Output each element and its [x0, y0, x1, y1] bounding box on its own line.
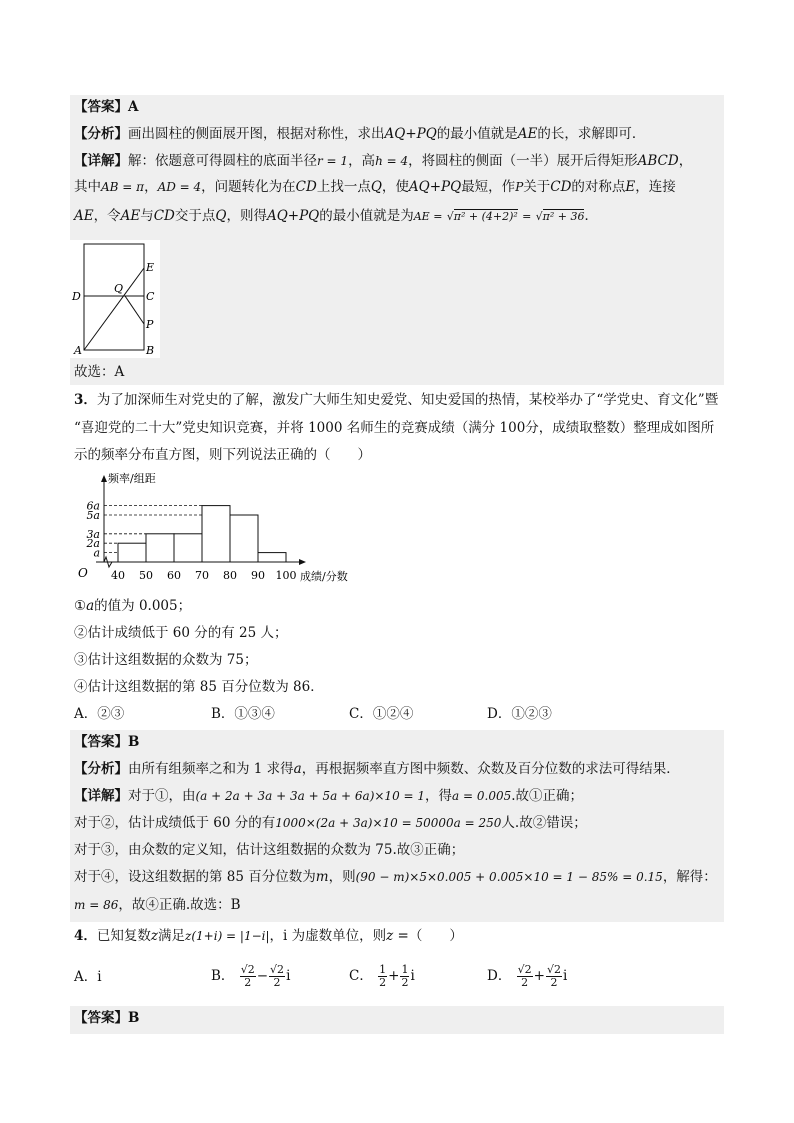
- detail-text: 对于④，设这组数据的第 85 百分位数为: [74, 869, 316, 885]
- denominator: 2: [273, 976, 281, 989]
- math-expr: AB = π: [101, 180, 145, 194]
- q3-detail-line4: [74, 867, 717, 887]
- statement-text: 估计这组数据的众数为 75；: [87, 652, 258, 668]
- x-tick-label: 40: [111, 569, 125, 582]
- numerator: 1: [379, 963, 387, 976]
- detail-text: ，: [678, 153, 693, 169]
- math-expr: 1000×(2a + 3a)×10 = 50000a = 250: [275, 816, 502, 830]
- math-expr: =: [522, 210, 532, 223]
- statement-mark: ④: [74, 679, 88, 695]
- y-tick-label: 5a: [86, 509, 100, 522]
- denominator: 2: [550, 976, 558, 989]
- histogram-bar: [118, 543, 146, 562]
- cylinder-unfold-figure: [70, 240, 160, 358]
- y-tick-label: a: [93, 546, 100, 560]
- detail-text: ，则得: [226, 208, 267, 224]
- analysis-label: 【分析】: [74, 126, 128, 142]
- q3-statement-3: [74, 650, 257, 670]
- math-expr: a: [293, 761, 302, 777]
- denominator: 2: [521, 976, 529, 989]
- label-c: C: [146, 290, 155, 303]
- detail-text: 对于①，由: [128, 788, 196, 804]
- numerator: √2: [517, 963, 532, 976]
- histogram-bar: [174, 534, 202, 562]
- label-b: B: [146, 344, 155, 357]
- detail-text: 上找一点: [316, 179, 371, 195]
- detail-text: ，令: [93, 208, 121, 224]
- numerator: 1: [401, 963, 409, 976]
- q3-option-a[interactable]: [74, 704, 124, 724]
- detail-text: 其中: [74, 179, 101, 195]
- x-tick-label: 100: [275, 569, 297, 582]
- math-expr: r = 1: [317, 154, 349, 168]
- x-tick-label: 80: [223, 569, 237, 582]
- sqrt-radicand: π² + 36: [542, 210, 585, 223]
- statement-text: 的值为 0.005；: [94, 598, 192, 614]
- label-e: E: [146, 261, 155, 274]
- math-expr: AE: [74, 208, 94, 224]
- q3-option-d[interactable]: [487, 704, 552, 724]
- q4-option-c[interactable]: [349, 959, 415, 993]
- sqrt-expr: √π² + (4+2)²: [446, 210, 518, 223]
- detail-text: ，得: [425, 788, 453, 804]
- sqrt-radicand: π² + (4+2)²: [453, 210, 518, 223]
- detail-text: 的对称点: [571, 179, 626, 195]
- fraction: [269, 964, 285, 989]
- detail-text: ，故④正确.故选：B: [118, 897, 241, 913]
- x-tick-label: 70: [195, 569, 209, 582]
- option-key: A．: [74, 969, 98, 985]
- stem-text: 示的频率分布直方图，则下列说法正确的（ ）: [74, 447, 371, 463]
- y-tick-label: 2a: [86, 537, 100, 551]
- numerator: √2: [270, 963, 285, 976]
- math-expr: ABCD: [637, 153, 679, 169]
- frequency-histogram: [70, 472, 370, 587]
- label-d: D: [72, 290, 81, 303]
- math-expr: Q: [370, 179, 382, 195]
- stem-text: 已知复数: [96, 928, 151, 944]
- math-expr: a: [86, 598, 95, 614]
- math-expr: AQ+PQ: [384, 126, 437, 142]
- q3-statement-4: [74, 677, 324, 697]
- numerator: √2: [546, 963, 561, 976]
- sqrt-expr: √π² + 36: [535, 210, 585, 223]
- q3-statement-2: [74, 623, 288, 643]
- y-axis-arrow: [101, 475, 107, 482]
- x-tick-label: 50: [139, 569, 153, 582]
- fraction: [517, 964, 533, 989]
- q4-option-a[interactable]: [74, 967, 102, 987]
- y-tick-label: 6a: [86, 499, 100, 513]
- math-expr: z =: [386, 928, 409, 944]
- option-key: D．: [487, 968, 512, 984]
- option-key: A．: [74, 706, 98, 722]
- operator: +: [388, 968, 400, 984]
- q3-detail-line5: [74, 895, 241, 915]
- q2-detail-line2: [74, 177, 676, 197]
- detail-text: ，则: [328, 869, 356, 885]
- q2-conclusion: [74, 362, 124, 382]
- analysis-text: 的长，求解即可．: [537, 126, 646, 142]
- option-key: C．: [349, 968, 373, 984]
- imaginary-unit: i: [410, 968, 415, 984]
- imaginary-unit: i: [562, 968, 568, 984]
- detail-text: ，高: [348, 153, 376, 169]
- math-expr: P: [515, 180, 524, 194]
- fraction: [240, 964, 256, 989]
- fraction: [378, 964, 387, 989]
- math-expr: (a + 2a + 3a + 3a + 5a + 6a)×10 = 1: [195, 789, 426, 803]
- y-axis-title: 频率/组距: [108, 472, 156, 485]
- stem-text: （ ）: [408, 928, 463, 944]
- math-expr: AD = 4: [157, 180, 202, 194]
- math-expr: m: [315, 869, 329, 885]
- statement-text: 估计这组数据的第 85 百分位数为 86．: [87, 679, 324, 695]
- histogram-bar: [258, 553, 286, 562]
- detail-text: .故①正确；: [511, 788, 584, 804]
- detail-text: 解：依题意可得圆柱的底面半径: [128, 153, 317, 169]
- q4-answer-block: [70, 1006, 724, 1034]
- detail-label: 【详解】: [74, 153, 128, 169]
- detail-text: 对于②，估计成绩低于 60 分的有: [74, 815, 276, 831]
- stem-text: 满足: [158, 928, 186, 944]
- detail-text: 与: [140, 208, 154, 224]
- math-expr: CD: [153, 208, 175, 224]
- detail-text: 的最小值就是为: [319, 208, 414, 224]
- q3-stem-line2: [74, 418, 714, 438]
- math-expr: CD: [295, 179, 317, 195]
- math-expr: AQ+PQ: [408, 179, 462, 195]
- math-expr: z(1+i) = |1−i|: [185, 929, 270, 943]
- option-text: ①②④: [372, 706, 414, 722]
- option-text: ①②③: [511, 706, 552, 722]
- conclusion-text: 故选：A: [74, 364, 125, 380]
- detail-label: 【详解】: [74, 788, 128, 804]
- math-expr: AE: [517, 126, 538, 142]
- detail-text: 关于: [523, 179, 551, 195]
- q3-stem-line3: [74, 445, 371, 465]
- q3-answer: [74, 732, 139, 752]
- q3-option-c[interactable]: [349, 704, 413, 724]
- numerator: √2: [240, 963, 255, 976]
- origin-label: O: [78, 566, 88, 580]
- x-axis-arrow: [299, 559, 306, 565]
- analysis-text: ，再根据频率直方图中频数、众数及百分位数的求法可得结果．: [301, 761, 680, 777]
- answer-label: 【答案】: [74, 734, 128, 750]
- q2-detail-line3: [74, 206, 598, 227]
- y-tick-label: 3a: [86, 527, 100, 541]
- imaginary-unit: i: [286, 968, 291, 984]
- math-expr: m = 86: [74, 898, 119, 912]
- math-expr: (90 − m)×5×0.005 + 0.005×10 = 1 − 85% = 0.15: [355, 870, 663, 884]
- stem-text: 为了加深师生对党史的了解，激发广大师生知史爱党、知史爱国的热情，某校举办了“学党史、育文化”暨: [96, 392, 719, 408]
- question-number: 3．: [74, 392, 97, 408]
- q4-option-d[interactable]: [487, 959, 567, 993]
- analysis-text: 画出圆柱的侧面展开图，根据对称性，求出: [128, 126, 385, 142]
- q4-option-b[interactable]: [211, 959, 290, 993]
- option-key: B．: [211, 968, 235, 984]
- histogram-bar: [202, 506, 230, 562]
- answer-value: A: [128, 99, 139, 115]
- denominator: 2: [401, 976, 409, 989]
- x-tick-label: 90: [251, 569, 265, 582]
- q2-detail-line1: [74, 151, 692, 171]
- option-text: ②③: [97, 706, 125, 722]
- detail-text: ．: [584, 208, 598, 224]
- detail-text: ，将圆柱的侧面（一半）展开后得矩形: [408, 153, 638, 169]
- math-expr: h = 4: [375, 154, 409, 168]
- question-number: 4．: [74, 928, 97, 944]
- math-expr: AE =: [413, 210, 443, 223]
- detail-text: 人.故②错误；: [501, 815, 587, 831]
- detail-text: ，连接: [635, 179, 676, 195]
- option-key: D．: [487, 706, 512, 722]
- label-q: Q: [114, 282, 124, 295]
- answer-value: B: [128, 734, 140, 750]
- math-expr: a = 0.005: [452, 789, 512, 803]
- option-text: ①③④: [234, 706, 275, 722]
- detail-text: ，: [144, 179, 158, 195]
- detail-text: ，问题转化为在: [201, 179, 296, 195]
- denominator: 2: [379, 976, 387, 989]
- option-key: B．: [211, 706, 235, 722]
- operator: −: [256, 968, 269, 984]
- stem-text: “喜迎党的二十大”党史知识竞赛，并将 1000 名师生的竞赛成绩（满分 100分，成绩取整数）整理成如图所: [74, 420, 715, 436]
- statement-mark: ①: [74, 598, 87, 614]
- math-expr: CD: [550, 179, 572, 195]
- analysis-label: 【分析】: [74, 761, 128, 777]
- answer-value: B: [128, 1010, 140, 1026]
- q3-stem-line1: [74, 390, 718, 410]
- math-expr: AQ+PQ: [266, 208, 320, 224]
- math-expr: AE: [120, 208, 141, 224]
- q3-detail-line1: [74, 786, 583, 806]
- stem-text: ，i 为虚数单位，则: [269, 928, 387, 944]
- answer-label: 【答案】: [74, 99, 128, 115]
- detail-text: 最短，作: [461, 179, 516, 195]
- statement-text: 估计成绩低于 60 分的有 25 人；: [87, 625, 288, 641]
- label-a: A: [74, 344, 82, 357]
- label-p: P: [146, 318, 154, 331]
- detail-text: 交于点: [174, 208, 216, 224]
- analysis-text: 的最小值就是: [436, 126, 518, 142]
- q3-option-b[interactable]: [211, 704, 275, 724]
- denominator: 2: [244, 976, 252, 989]
- operator: +: [533, 968, 545, 984]
- x-tick-label: 60: [167, 569, 181, 582]
- math-expr: z: [150, 928, 159, 944]
- detail-text: 对于③，由众数的定义知，估计这组数据的众数为 75.故③正确；: [74, 842, 465, 858]
- q3-detail-line3: [74, 840, 464, 860]
- q3-statement-1: [74, 596, 191, 616]
- q3-analysis: [74, 759, 680, 779]
- statement-mark: ②: [74, 625, 88, 641]
- detail-text: ，使: [381, 179, 409, 195]
- statement-mark: ③: [74, 652, 88, 668]
- q4-stem: [74, 926, 463, 946]
- answer-label: 【答案】: [74, 1010, 128, 1026]
- detail-text: ，解得：: [662, 869, 717, 885]
- analysis-text: 由所有组频率之和为 1 求得: [128, 761, 294, 777]
- math-expr: E: [625, 179, 636, 195]
- q2-analysis: [74, 124, 645, 144]
- fraction: [400, 964, 409, 989]
- option-text: i: [97, 969, 102, 985]
- q4-answer: [74, 1008, 139, 1028]
- math-expr: Q: [215, 208, 227, 224]
- histogram-bar: [230, 515, 258, 562]
- x-axis-title: 成绩/分数: [300, 570, 348, 583]
- histogram-bar: [146, 534, 174, 562]
- option-key: C．: [349, 706, 373, 722]
- q3-detail-line2: [74, 813, 587, 833]
- fraction: [546, 964, 562, 989]
- q2-answer: [74, 97, 138, 117]
